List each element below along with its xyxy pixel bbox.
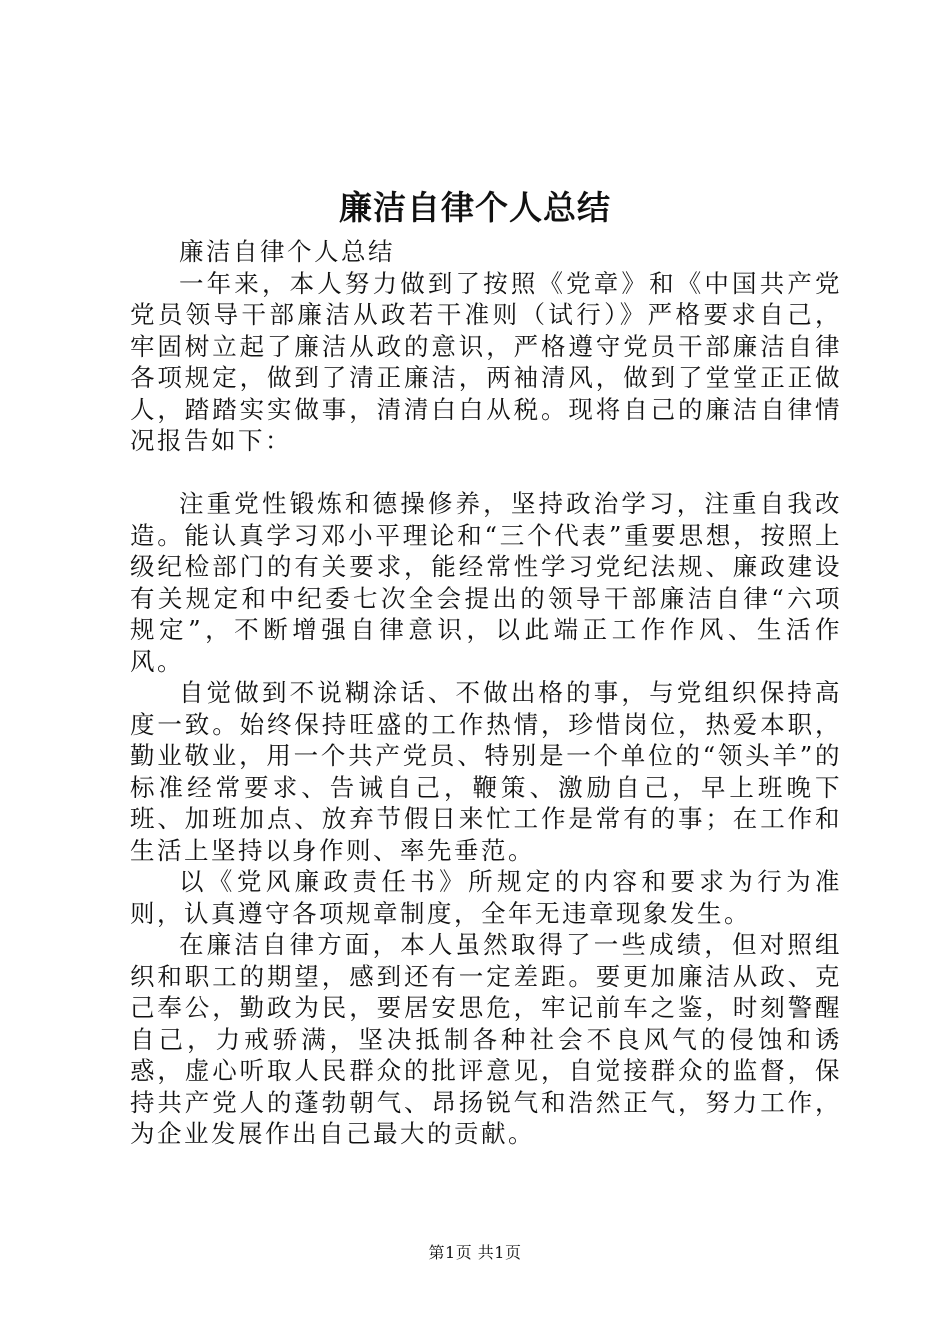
conclusion-paragraph: 在廉洁自律方面，本人虽然取得了一些成绩，但对照组织和职工的期望，感到还有一定差距。要更加廉洁从政、克己奉公，勤政为民，要居安思危，牢记前车之鉴，时刻警醒自己，力戒骄满，坚决抵制各种社会不良风气的侵蚀和诱惑，虚心听取人民群众的批评意见，自觉接群众的监督，保持共产党人的蓬勃朝气、昂扬锐气和浩然正气，努力工作，为企业发展作出自己最大的贡献。 — [130, 930, 842, 1148]
body-paragraph: 注重党性锻炼和德操修养，坚持政治学习，注重自我改造。能认真学习邓小平理论和“三个代表”重要思想，按照上级纪检部门的有关要求，能经常性学习党纪法规、廉政建设有关规定和中纪委七次全会提出的领导干部廉洁自律“六项规定”，不断增强自律意识，以此端正工作作风、生活作风。 — [130, 489, 842, 676]
document-body — [130, 236, 842, 1150]
body-paragraph: 自觉做到不说糊涂话、不做出格的事，与党组织保持高度一致。始终保持旺盛的工作热情，珍惜岗位，热爱本职，勤业敬业，用一个共产党员、特别是一个单位的“领头羊”的标准经常要求、告诫自己，鞭策、激励自己，早上班晚下班、加班加点、放弃节假日来忙工作是常有的事；在工作和生活上坚持以身作则、率先垂范。 — [130, 678, 842, 865]
body-paragraph: 以《党风廉政责任书》所规定的内容和要求为行为准则，认真遵守各项规章制度，全年无违章现象发生。 — [130, 867, 842, 928]
page-number-footer: 第1页 共1页 — [428, 1243, 522, 1262]
intro-paragraph: 一年来，本人努力做到了按照《党章》和《中国共产党党员领导干部廉洁从政若干准则（试行）》严格要求自己，牢固树立起了廉洁从政的意识，严格遵守党员干部廉洁自律各项规定，做到了清正廉洁，两袖清风，做到了堂堂正正做人，踏踏实实做事，清清白白从税。现将自己的廉洁自律情况报告如下： — [130, 268, 842, 455]
document-title: 廉洁自律个人总结 — [339, 188, 611, 227]
subtitle-paragraph: 廉洁自律个人总结 — [179, 237, 395, 266]
paragraph-spacer — [130, 457, 842, 489]
